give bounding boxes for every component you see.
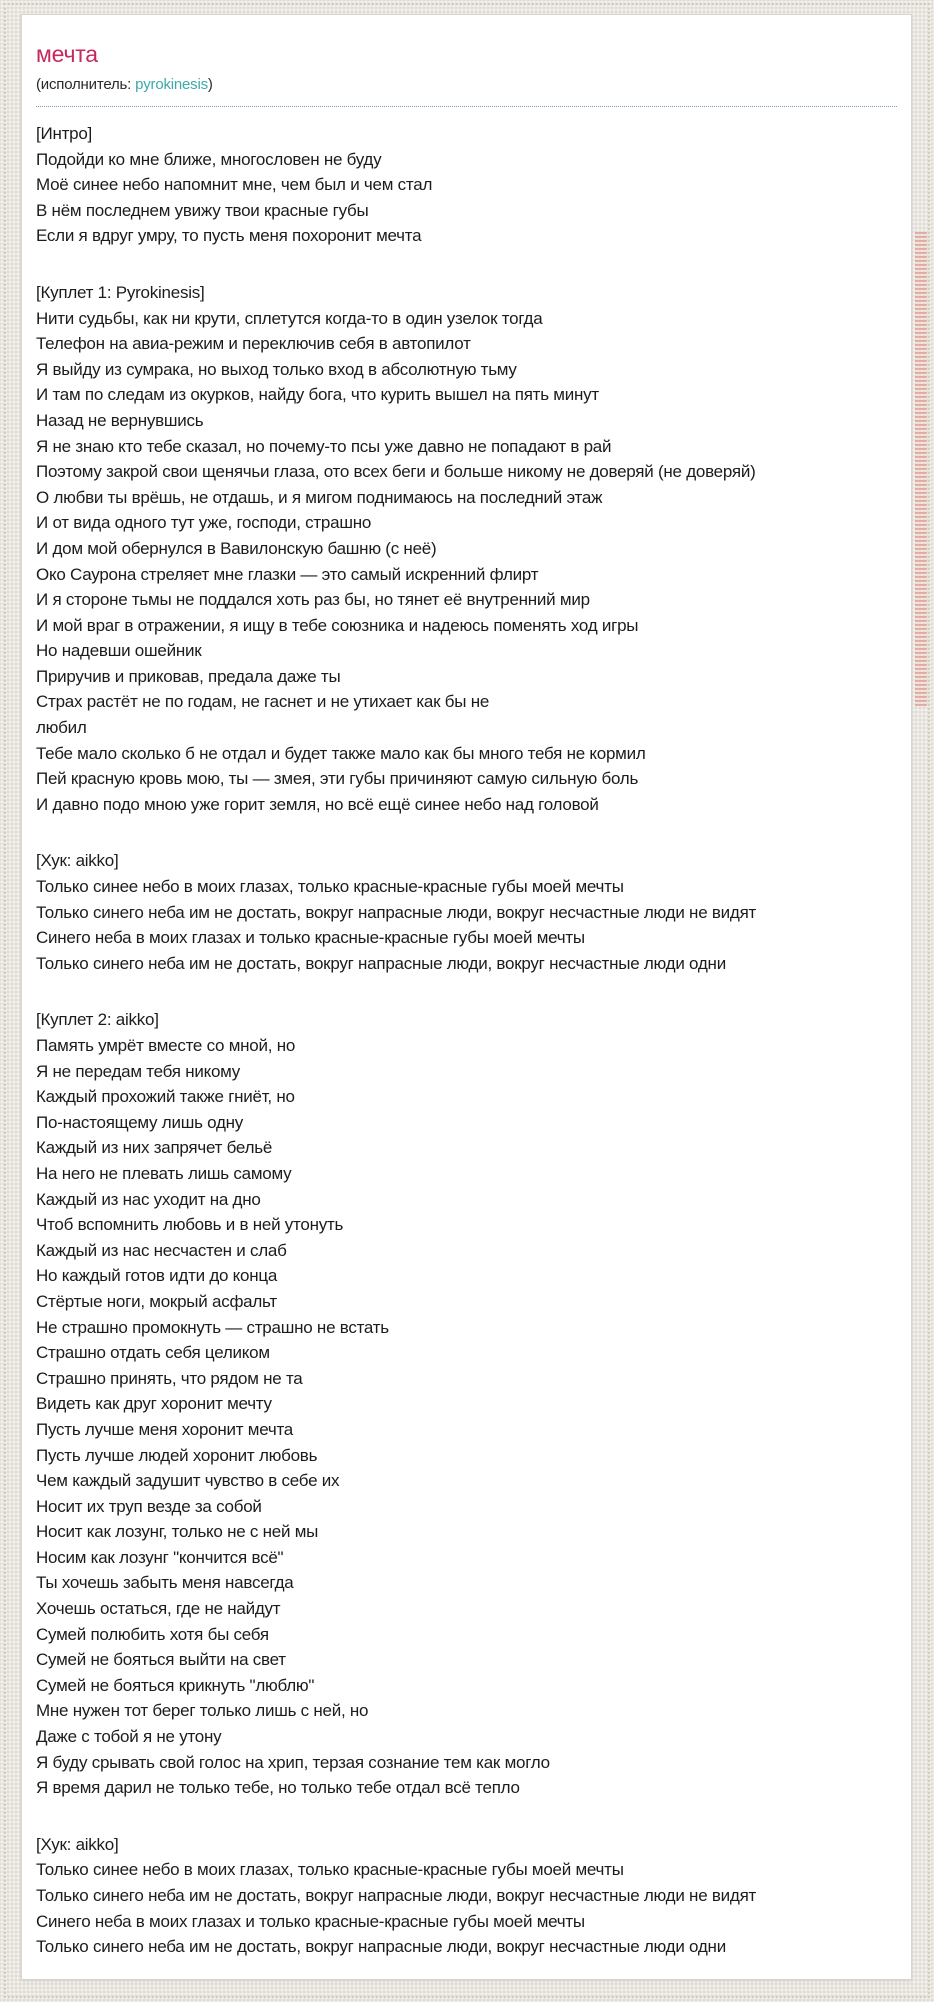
lyric-line: И я стороне тьмы не поддался хоть раз бы, но тянет её внутренний мир — [36, 590, 590, 610]
lyric-line: Сумей не бояться крикнуть "люблю" — [36, 1675, 315, 1695]
lyric-line: Око Саурона стреляет мне глазки — это самый искренний флирт — [36, 564, 539, 584]
artist-suffix: ) — [207, 76, 213, 93]
lyric-line: Назад не вернувшись — [36, 410, 204, 430]
song-title: мечта — [36, 41, 98, 67]
lyric-line: Я буду срывать свой голос на хрип, терзая сознание тем как могло — [36, 1752, 550, 1772]
lyric-line: Я не передам тебя никому — [36, 1061, 241, 1081]
lyric-line: Память умрёт вместе со мной, но — [36, 1036, 296, 1055]
lyrics-section — [36, 1007, 897, 1800]
lyric-line: Пусть лучше людей хоронит любовь — [36, 1445, 318, 1465]
lyric-line: Каждый из них запрячет бельё — [36, 1138, 273, 1158]
section-header: [Хук: aikko] — [36, 851, 119, 871]
lyric-line: Только синего неба им не достать, вокруг напрасные люди, вокруг несчастные люди одни — [36, 1937, 726, 1957]
lyrics-card — [21, 14, 912, 1980]
section-header: [Хук: aikko] — [36, 1834, 119, 1854]
dotted-divider — [36, 106, 897, 107]
lyric-line: Носим как лозунг "кончится всё" — [36, 1547, 284, 1567]
section-lines — [36, 306, 897, 818]
lyric-line: Но каждый готов идти до конца — [36, 1266, 278, 1286]
lyric-line: Сумей полюбить хотя бы себя — [36, 1624, 269, 1644]
lyric-line: Чтоб вспомнить любовь и в ней утонуть — [36, 1215, 344, 1235]
lyric-line: Я выйду из сумрака, но выход только вход в абсолютную тьму — [36, 359, 517, 379]
lyric-line: Если я вдруг умру, то пусть меня похоронит мечта — [36, 226, 422, 246]
lyric-line: Только синего неба им не достать, вокруг напрасные люди, вокруг несчастные люди не видят — [36, 902, 757, 922]
lyrics-section — [36, 280, 897, 817]
lyric-line: Видеть как друг хоронит мечту — [36, 1394, 272, 1414]
lyric-line: Страх растёт не по годам, не гаснет и не утихает как бы не — [36, 692, 490, 712]
lyric-line: Мне нужен тот берег только лишь с ней, но — [36, 1701, 369, 1721]
lyric-line: Моё синее небо напомнит мне, чем был и чем стал — [36, 175, 433, 195]
lyric-line: Каждый из нас уходит на дно — [36, 1189, 261, 1209]
lyric-line: И от вида одного тут уже, господи, страшно — [36, 513, 372, 533]
lyric-line: Только синего неба им не достать, вокруг напрасные люди, вокруг несчастные люди одни — [36, 953, 726, 973]
lyrics — [36, 121, 897, 1960]
lyric-line: Даже с тобой я не утону — [36, 1727, 222, 1747]
lyric-line: Я не знаю кто тебе сказал, но почему-то псы уже давно не попадают в рай — [36, 436, 612, 456]
lyric-line: Но надевши ошейник — [36, 641, 202, 661]
artist-link[interactable]: pyrokinesis — [135, 76, 208, 93]
lyric-line: Носит их труп везде за собой — [36, 1496, 262, 1516]
artist-line — [36, 76, 897, 94]
lyric-line: Ты хочешь забыть меня навсегда — [36, 1573, 294, 1593]
lyric-line: И там по следам из окурков, найду бога, что курить вышел на пять минут — [36, 385, 599, 405]
lyric-line: Только синее небо в моих глазах, только красные-красные губы моей мечты — [36, 877, 624, 897]
lyric-line: Синего неба в моих глазах и только красные-красные губы моей мечты — [36, 1911, 585, 1931]
lyric-line: Я время дарил не только тебе, но только тебе отдал всё тепло — [36, 1778, 520, 1798]
lyric-line: Пусть лучше меня хоронит мечта — [36, 1419, 293, 1439]
lyric-line: Только синее небо в моих глазах, только красные-красные губы моей мечты — [36, 1860, 624, 1880]
lyric-line: Поэтому закрой свои щенячьи глаза, ото всех беги и больше никому не доверяй (не доверяй) — [36, 462, 756, 482]
lyric-line: Каждый из нас несчастен и слаб — [36, 1240, 287, 1260]
lyric-line: Только синего неба им не достать, вокруг напрасные люди, вокруг несчастные люди не видят — [36, 1886, 757, 1905]
lyric-line: На него не плевать лишь самому — [36, 1163, 292, 1183]
lyric-line: Телефон на авиа-режим и переключив себя в автопилот — [36, 334, 471, 354]
lyric-line: Стёртые ноги, мокрый асфальт — [36, 1291, 277, 1311]
lyrics-section — [36, 848, 897, 976]
section-header: [Куплет 1: Pyrokinesis] — [36, 282, 205, 302]
lyric-line: Страшно принять, что рядом не та — [36, 1368, 303, 1388]
lyric-line: Тебе мало сколько б не отдал и будет также мало как бы много тебя не кормил — [36, 743, 646, 763]
lyric-line: Пей красную кровь мою, ты — змея, эти губы причиняют самую сильную боль — [36, 769, 639, 789]
lyrics-section — [36, 1832, 897, 1960]
section-header: [Куплет 2: aikko] — [36, 1010, 159, 1030]
lyric-line: Приручив и приковав, предала даже ты — [36, 666, 341, 686]
lyric-line: Не страшно промокнуть — страшно не встать — [36, 1317, 389, 1337]
lyric-line: И дом мой обернулся в Вавилонскую башню (с неё) — [36, 538, 437, 558]
lyric-line: Синего неба в моих глазах и только красные-красные губы моей мечты — [36, 928, 585, 948]
lyric-line: Сумей не бояться выйти на свет — [36, 1650, 286, 1670]
lyric-line: Подойди ко мне ближе, многословен не буду — [36, 149, 382, 169]
section-lines — [36, 147, 897, 249]
lyric-line: Нити судьбы, как ни крути, сплетутся когда-то в один узелок тогда — [36, 308, 543, 328]
right-edge-accent — [915, 232, 927, 706]
lyric-line: По-настоящему лишь одну — [36, 1112, 244, 1132]
artist-label: (исполнитель: — [36, 76, 136, 93]
lyric-line: Хочешь остаться, где не найдут — [36, 1599, 281, 1619]
section-lines — [36, 1033, 897, 1801]
lyric-line: И давно подо мною уже горит земля, но всё ещё синее небо над головой — [36, 794, 599, 814]
section-lines — [36, 1857, 897, 1959]
lyric-line: Каждый прохожий также гниёт, но — [36, 1087, 295, 1107]
lyric-line: И мой враг в отражении, я ищу в тебе союзника и надеюсь поменять ход игры — [36, 615, 639, 635]
lyric-line: Носит как лозунг, только не с ней мы — [36, 1522, 319, 1542]
lyric-line: В нём последнем увижу твои красные губы — [36, 200, 369, 220]
lyric-line: любил — [36, 718, 87, 738]
section-header: [Интро] — [36, 124, 92, 143]
lyrics-section — [36, 121, 897, 249]
section-lines — [36, 874, 897, 976]
lyric-line: Страшно отдать себя целиком — [36, 1343, 270, 1363]
lyric-line: Чем каждый задушит чувство в себе их — [36, 1471, 340, 1491]
lyric-line: О любви ты врёшь, не отдашь, и я мигом поднимаюсь на последний этаж — [36, 487, 603, 507]
